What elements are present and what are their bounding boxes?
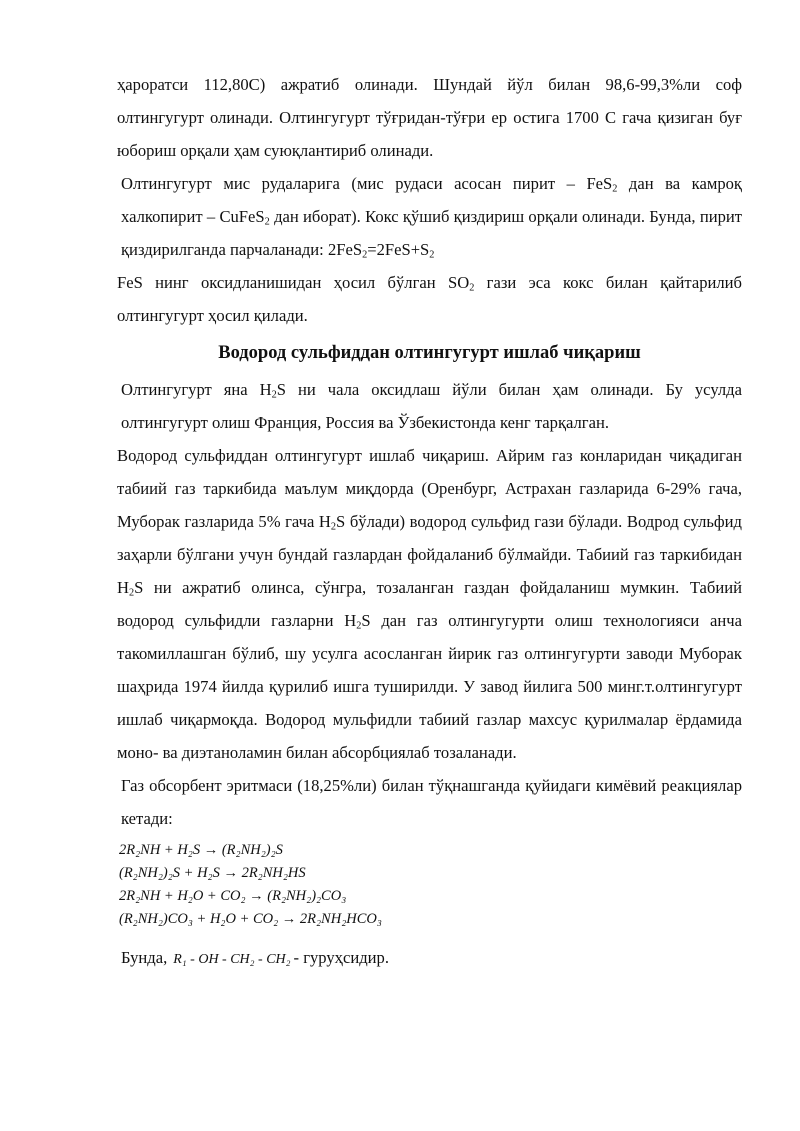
- section-heading: Водород сульфиддан олтингугурт ишлаб чиқариш: [218, 343, 641, 363]
- paragraph-2: [117, 167, 742, 266]
- paragraph-6: Газ обсорбент эритмаси (18,25%ли) билан тўқнашганда қуйидаги кимёвий реакциялар кетади:: [121, 776, 742, 828]
- text-run: - гуруҳсидир.: [293, 948, 389, 967]
- text-run: S дан газ олтингугурти олиш технологияси анча такомиллашган бўлиб, шу усулга асосланган йирик газ олтингугурти заводи Муборак шаҳрида 1974 йилда қурилиб ишга туширилди. У завод йилига 500 минг.т.олтингугурт ишлаб чиқармоқда. Водород мульфидли табиий газлар махсус қурилмалар ёрдамида моно- ва диэтаноламин билан абсорбциялаб тозаланади.: [117, 611, 742, 762]
- equation-1: 2R₂NH + H₂S → (R₂NH₂)₂S: [119, 842, 283, 858]
- radical-group-formula: R₁ - OH - CH₂ - CH₂: [173, 952, 291, 967]
- subscript: 2: [264, 216, 270, 228]
- equation-4: (R₂NH₂)CO₃ + H₂O + CO₂ → 2R₂NH₂HCO₃: [119, 911, 382, 927]
- subscript: 2: [330, 521, 337, 533]
- text-run: дан иборат). Кокс қўшиб қиздириш орқали олинади. Бунда, пирит қиздирилганда парчаланади: 2FeS: [121, 207, 743, 259]
- subscript: 2: [612, 183, 618, 195]
- paragraph-4: [117, 373, 742, 439]
- reaction-equations: [119, 839, 742, 931]
- subscript: 2: [128, 587, 135, 599]
- subscript: 2: [429, 249, 435, 261]
- text-run: Бунда,: [121, 948, 168, 967]
- text-run: Водород сульфиддан олтингугурт ишлаб чиқариш. Айрим газ конларидан чиқадиган табиий газ таркибида маълум миқдорда (Оренбург, Астрахан газларида 6-29% гача, Муборак газларида 5% гача H: [117, 446, 742, 531]
- text-run: =2FeS+S: [367, 240, 430, 259]
- text-run: гази эса кокс билан қайтарилиб олтингугурт ҳосил қилади.: [117, 273, 742, 325]
- text-run: FeS нинг оксидланишидан ҳосил бўлган SO: [117, 273, 470, 292]
- subscript: 2: [356, 620, 362, 632]
- subscript: 2: [362, 249, 368, 261]
- equation-2: (R₂NH₂)₂S + H₂S → 2R₂NH₂HS: [119, 865, 306, 881]
- text-run: S ни чала оксидлаш йўли билан ҳам олинади. Бу усулда олтингугурт олиш Франция, Россия ва Ўзбекистонда кенг тарқалган.: [121, 380, 742, 432]
- text-run: дан ва камроқ халкопирит – CuFeS: [121, 174, 742, 226]
- paragraph-1: ҳароратси 112,80С) ажратиб олинади. Шундай йўл билан 98,6-99,3%ли соф олтингугурт олинади. Олтингугурт тўғридан-тўғри ер остига 1700 С гача қизиган буғ юбориш орқали ҳам суюқлантириб олинади.: [117, 75, 742, 160]
- equation-3: 2R₂NH + H₂O + CO₂ → (R₂NH₂)₂CO₃: [119, 888, 347, 904]
- text-run: Олтингугурт мис рудаларига (мис рудаси асосан пирит – FeS: [121, 174, 613, 193]
- subscript: 2: [271, 389, 277, 401]
- document-page: [117, 68, 742, 976]
- subscript: 2: [469, 282, 475, 294]
- text-run: S бўлади) водород сульфид гази бўлади. Водрод сульфид заҳарли бўлгани учун бундай газлардан фойдаланиб бўлмайди. Табиий газ таркибидан H: [117, 512, 742, 597]
- paragraph-5: [117, 439, 742, 769]
- closing-line: [117, 941, 742, 976]
- text-run: S ни ажратиб олинса, сўнгра, тозаланган газдан фойдаланиш мумкин. Табиий водород сульфидли газларни H: [117, 578, 742, 630]
- text-run: Олтингугурт яна H: [121, 380, 272, 399]
- paragraph-3: [117, 266, 742, 332]
